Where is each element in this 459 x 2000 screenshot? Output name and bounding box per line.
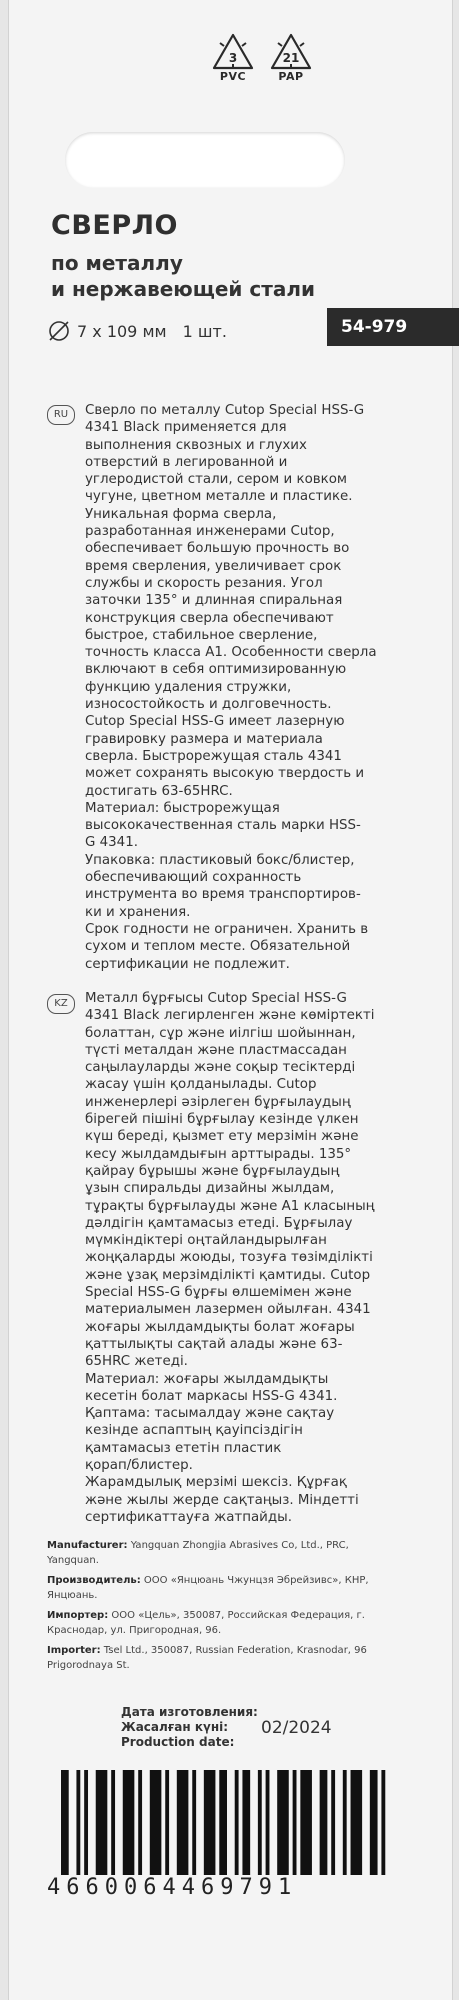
barcode-digits: 4660064469791 (47, 1875, 397, 1900)
production-date-labels (121, 1705, 258, 1750)
date-label: Жасалған күні: (121, 1720, 229, 1734)
production-date: 02/2024 (261, 1718, 332, 1738)
info-text: Tsel Ltd., 350087, Russian Federation, Krasnodar, 96 Prigorodnaya St. (47, 1645, 367, 1671)
info-label: Импортер: (47, 1610, 109, 1621)
recycle-code: PVC (219, 70, 247, 83)
barcode-bar (150, 1770, 162, 1890)
barcode-bar (165, 1770, 169, 1890)
barcode-bar (266, 1770, 270, 1890)
recycle-number: 21 (282, 51, 300, 65)
lang-badge-ru: RU (47, 405, 75, 425)
barcode-bar (219, 1770, 227, 1890)
recycle-mark-pvc (205, 32, 261, 83)
producer-info (47, 1573, 387, 1603)
date-label: Дата изготовления: (121, 1705, 258, 1719)
barcode-bar (370, 1770, 378, 1890)
recycle-triangle-icon (211, 32, 255, 72)
barcode-bar (320, 1770, 328, 1890)
info-text: ООО «Янцюань Чжунцзя Эбрейзивс», КНР, Янцюань. (47, 1575, 369, 1601)
barcode-bar (235, 1770, 239, 1890)
recycle-mark-pap (263, 32, 319, 83)
barcode-bar (258, 1770, 262, 1890)
importer-info-en (47, 1643, 387, 1673)
info-text: ООО «Цель», 350087, Российская Федерация, г. Краснодар, ул. Пригородная, 96. (47, 1610, 365, 1636)
hang-hole (65, 132, 345, 188)
recycle-number: 3 (228, 51, 238, 65)
barcode-bar (331, 1770, 335, 1890)
barcode-bar (300, 1770, 312, 1890)
barcode-bar (123, 1770, 135, 1890)
barcode-bar (293, 1770, 297, 1890)
info-label: Manufacturer: (47, 1540, 128, 1551)
barcode-bar (61, 1770, 69, 1890)
info-text: Yangquan Zhongjia Abrasives Co, Ltd., PRC, Yangquan. (47, 1540, 349, 1566)
product-size: 7 x 109 мм (77, 321, 167, 341)
barcode-bar (76, 1770, 80, 1890)
importer-info-ru (47, 1608, 387, 1638)
product-quantity: 1 шт. (182, 321, 227, 341)
barcode-bar (138, 1770, 142, 1890)
article-badge: 54-979 (327, 308, 459, 346)
barcode-bar (192, 1770, 196, 1890)
manufacturer-info (47, 1538, 387, 1568)
description-kz: Металл бұрғысы Cutop Special HSS-G 4341 Black легирленген және көміртекті болаттан, сұр және иілгіш шойыннан, түсті металдан және пластмассадан саңылауларды және соқыр тесіктерді жасау үшін қолданылады. Cutop инженерлері әзірлеген бұрғылаудың бірегей пішіні бұрғылау кезінде үлкен күш береді, қызмет ету мерзімін және кесу жылдамдығын арттырады. 135° қайрау бұрышы және бұрғылаудың ұзын спиральды дизайны жылдам, тұрақты бұрғылауды және A1 класының дәлдігін қамтамасыз етеді. Бұрғылау мүмкіндіктері оңтайландырылған жоңқаларды жоюды, тозуға төзімділікті және ұзақ мерзімділікті қамтиды. Cutop Special HSS-G бұрғы өлшемімен және материалымен лазермен ойылған. 4341 жоғары жылдамдықты болат жоғары қаттылықты сақтай алады және 63- 65HRC жетеді. Материал: жоғары жылдамдықты кесетін болат маркасы HSS-G 4341. Қаптама: тасымалдау және сақтау кезінде аспаптың қауіпсіздігін қамтамасыз ететін пластик қорап/блистер. Жарамдылық мерзімі шексіз. Құрғақ және жылы жерде сақтаңыз. Міндетті сертификаттауға жатпайды. (85, 991, 375, 1525)
subtitle-line: и нержавеющей стали (51, 277, 315, 301)
barcode-bar (177, 1770, 189, 1890)
lang-badge-kz: KZ (47, 994, 75, 1014)
info-label: Importer: (47, 1645, 101, 1656)
product-subtitle (51, 250, 315, 302)
product-title: СВЕРЛО (51, 210, 179, 241)
packaging-card (8, 0, 453, 2000)
barcode-bar (351, 1770, 363, 1890)
barcode-bar (242, 1770, 250, 1890)
date-label: Production date: (121, 1735, 235, 1749)
diameter-icon (47, 319, 71, 343)
description-ru: Сверло по металлу Cutop Special HSS-G 4341 Black применяется для выполнения сквозных и глухих отверстий в легированной и углеродистой стали, сером и ковком чугуне, цветном металле и пластике. Уникальная форма сверла, разработанная инженерами Cutop, обеспечивает большую прочность во время сверления, увеличивает срок службы и скорость резания. Угол заточки 135° и длинная спиральная конструкция сверла обеспечивают быстрое, стабильное сверление, точность класса A1. Особенности сверла включают в себя оптимизированную функцию удаления стружки, износостойкость и долговечность. Cutop Special HSS-G имеет лазерную гравировку размера и материала сверла. Быстрорежущая сталь 4341 может сохранять высокую твердость и достигать 63-65HRC. Материал: быстрорежущая высококачественная сталь марки HSS- G 4341. Упаковка: пластиковый бокс/блистер, обеспечивающий сохранность инструмента во время транспортиров- ки и хранения. Срок годности не ограничен. Хранить в сухом и теплом месте. Обязательной сертификации не подлежит. (85, 403, 377, 972)
recycle-triangle-icon (269, 32, 313, 72)
info-label: Производитель: (47, 1575, 141, 1586)
barcode-bar (111, 1770, 115, 1890)
ean-barcode (57, 1770, 397, 1890)
barcode-bar (343, 1770, 347, 1890)
spec-row (47, 314, 227, 348)
subtitle-line: по металлу (51, 251, 183, 275)
recycle-code: PAP (278, 70, 304, 83)
barcode-bar (381, 1770, 385, 1890)
barcode-bar (96, 1770, 108, 1890)
barcode-bar (84, 1770, 88, 1890)
barcode-bar (204, 1770, 216, 1890)
barcode-bar (277, 1770, 289, 1890)
